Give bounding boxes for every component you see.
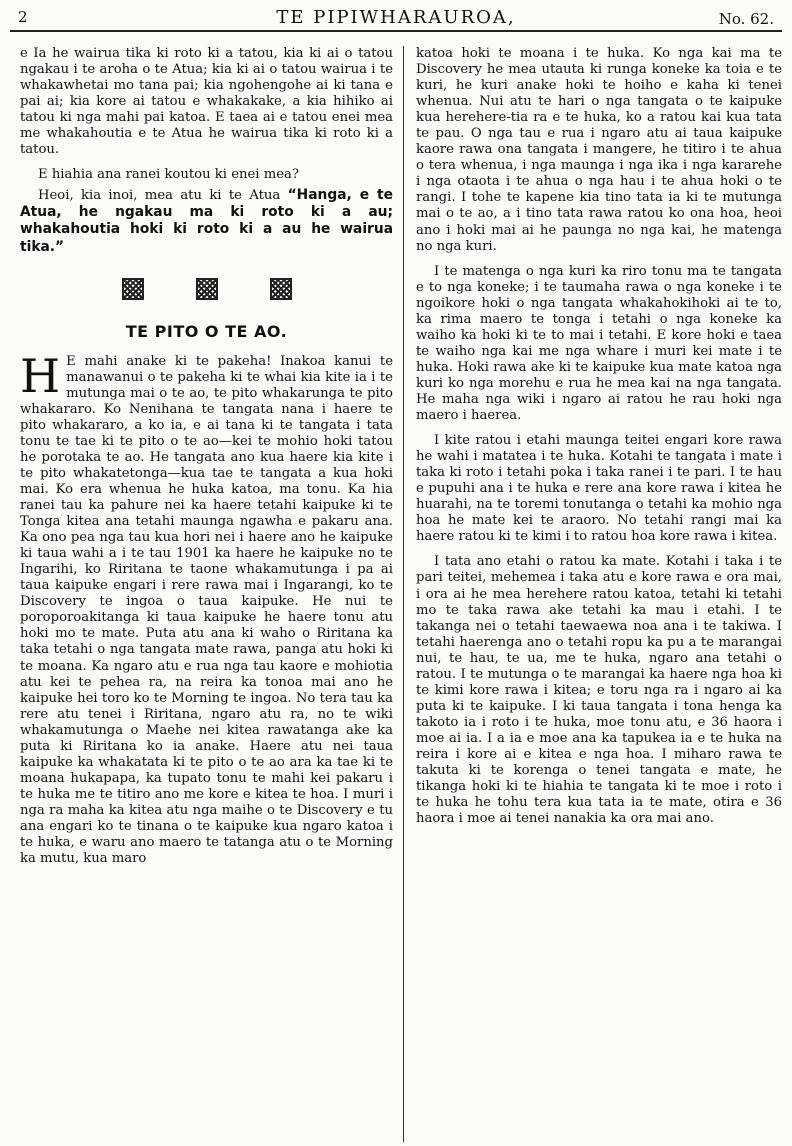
prayer-paragraph (20, 187, 393, 255)
prayer-intro: Heoi, kia inoi, mea atu ki te Atua (38, 188, 288, 204)
article-text: E mahi anake ki te pakeha! Inakoa kanui te manawanui o te pakeha ki te whai kia kite ia i te mutunga mai o te ao, te pito whakarunga te pito whakararo. Ko Nenihana te tangata nana i haere te pito whakararo, a ko ia, e ai tana ki te tangata i tata tonu te tae ki te pito o te ao—kei te mohio hoki tatou he porotaka te ao. He tangata ano kua haere kia kite i te pito whakatetonga—kua tae te tangata a kua hoki mai. Ko era whenua he huka katoa, ma tonu. Ka hia ranei tau ka pahure nei ka haere tetahi kaipuke ki te Tonga kitea ana tetahi maunga ngawha e pakaru ana. Ka ono pea nga tau kua hori nei i haere ano he kaipuke ki taua wahi a i te tau 1901 ka haere he kaipuke no te Ingarihi, ko Riritana te taone whakamutunga i pa ai taua kaipuke engari i rere rawa mai i Ingarangi, ko te Discovery te ingoa o taua kaipuke. He nui te poroporoakitanga ki taua kaipuke he haere tonu atu hoki mo te mate. Puta atu ana ki waho o Riritana ka taka tetahi o nga tangata mate rawa, panga atu hoki ki te moana. Ka ngaro atu e rua nga tau kaore e mohiotia atu kei te pehea ra, na reira ka tonoa mai ano he kaipuke hei toro ko te Morning te ingoa. No tera tau ka rere atu tenei i Riritana, ngaro atu ra, no te wiki whakamutunga o Maehe nei kitea rawatanga ake ka puta ki Riritana ko ia anake. Haere atu nei taua kaipuke ka whakatata ki te pito o te ao ara ka tae ki te moana hukapapa, ka tupato tonu te mahi kei pakaru i te huka me te titiro ano me kore e kitea te hoa. I muri i nga ra maha ka kitea atu nga maihe o te Discovery e tu ana engari ko te tinana o te kaipuke kua ngaro katoa i te huka, e waru ano maero te tatanga atu o te Morning ka mutu, kua maro (20, 353, 393, 867)
ornament-icon (196, 278, 218, 300)
page-number: 2 (18, 8, 28, 26)
paragraph: E hiahia ana ranei koutou ki enei mea? (38, 167, 299, 183)
ornament-icon (122, 278, 144, 300)
issue-number: No. 62. (718, 10, 774, 28)
prayer-quote: “Hanga, e te Atua, he ngakau ma ki roto ki a au; whakahoutia hoki ki roto ki a au he wairua tika.” (20, 187, 394, 255)
ornament-row (20, 278, 393, 300)
paragraph: I tata ano etahi o ratou ka mate. Kotahi i taka i te pari teitei, mehemea i taka atu e kore rawa e ora mai, i ora ai he mea herehere ratou katoa, tetahi ki tetahi mo te taka rawa ake tetahi ka mau i etahi. I te takanga nei o tetahi taewaewa noa ana i te takiwa. I tetahi haerenga ano o tetahi ropu ka pu a te marangai nui, te hau, te ua, me te huka, ngaro ana tetahi o ratou. I te mutunga o te marangai ka haere nga hoa ki te kimi kore rawa i kitea; e toru nga ra i ngaro ai ka puta ki te kaipuke. I ki taua tangata i tona henga ka takoto ia i roto i te huka, moe tonu atu, e 36 haora i moe ai ia. I a ia e moe ana ka tapukea ia e te huka na reira i kore ai e kitea e nga hoa. I miharo rawa te takuta ki te korenga o tenei tangata e mate, he tikanga hoki ki te hiahia te tangata ki te moe i roto i te huka he tohu tera kua tata ia te mate, otira e 36 haora i moe ai tenei nanakia ka ora mai ano. (416, 554, 782, 827)
newspaper-title: TE PIPIWHARAUROA, (276, 7, 516, 28)
ornament-icon (270, 278, 292, 300)
article-paragraph (20, 348, 393, 868)
drop-cap: H (20, 348, 61, 403)
paragraph: katoa hoki te moana i te huka. Ko nga kai ma te Discovery he mea utauta ki runga koneke ka toia e te kuri, he kuri anake hoki te hoiho e kaha ki tenei whenua. Nui atu te hari o nga tangata o te kaipuke kua herehere-tia ra e te huka, ko a ratou kai kua tata te pau. O nga tau e rua i ngaro atu ai taua kaipuke kaore rawa ona tangata i mangere, he titiro i te ahua o tera whenua, i nga maunga i nga ika i nga kararehe i nga otaota i te ahua o nga hau i te ahua hoki o te rangi. I tohe te kapene kia tino tata ia ki te mutunga mai o te ao, a i tino tata rawa ratou ko ona hoa, heoi ano i hoki mai ai he paunga no nga kai, he matenga no nga kuri. (416, 46, 782, 254)
column-divider (403, 46, 404, 1142)
paragraph: I te matenga o nga kuri ka riro tonu ma te tangata e to nga koneke; i te taumaha rawa o nga koneke i te ngoikore hoki o nga tangata whakahokihoki ai te to, ka rima maero te tonga i tetahi o nga koneke ka waiho ka hoki ki te to mai i tetahi. E kore hoki e taea te waiho nga kai me nga whare i muri kei mate i te huka. Hoki rawa ake ki te kaipuke kua mate katoa nga kuri ko nga morehu e rua he mea kai na nga tangata. He maha nga wiki i ngaro ai ratou he rau hoki nga maero i haerea. (416, 263, 782, 424)
right-column (416, 46, 782, 836)
page-header (10, 4, 782, 32)
left-column (20, 46, 393, 876)
paragraph: e Ia he wairua tika ki roto ki a tatou, kia ki ai o tatou ngakau i te aroha o te Atua; kia ki ai o tatou wairua i te whakawhetai mo tana pai; kia ngohengohe ai ki tana e pai ai; kia kore ai tatou e whakakake, a kia hihiko ai tatou ki nga mahi pai katoa. E taea ai e tatou enei mea me whakahoutia e te Atua he wairua tika ki roto ki a tatou. (20, 46, 393, 158)
paragraph: I kite ratou i etahi maunga teitei engari kore rawa he wahi i matatea i te huka. Kotahi te tangata i mate i taka ki roto i tetahi poka i taka ranei i te pari. I te hau e pupuhi ana i te huka e rere ana kore rawa i kitea he huarahi, na te toremi tonutanga o tetahi ka mohio nga hoa he mate kei te araoro. No tetahi rangi mai ka haere ratou ki te kimi i to ratou hoa kore rawa i kitea. (416, 433, 782, 545)
article-heading: TE PITO O TE AO. (125, 321, 288, 341)
